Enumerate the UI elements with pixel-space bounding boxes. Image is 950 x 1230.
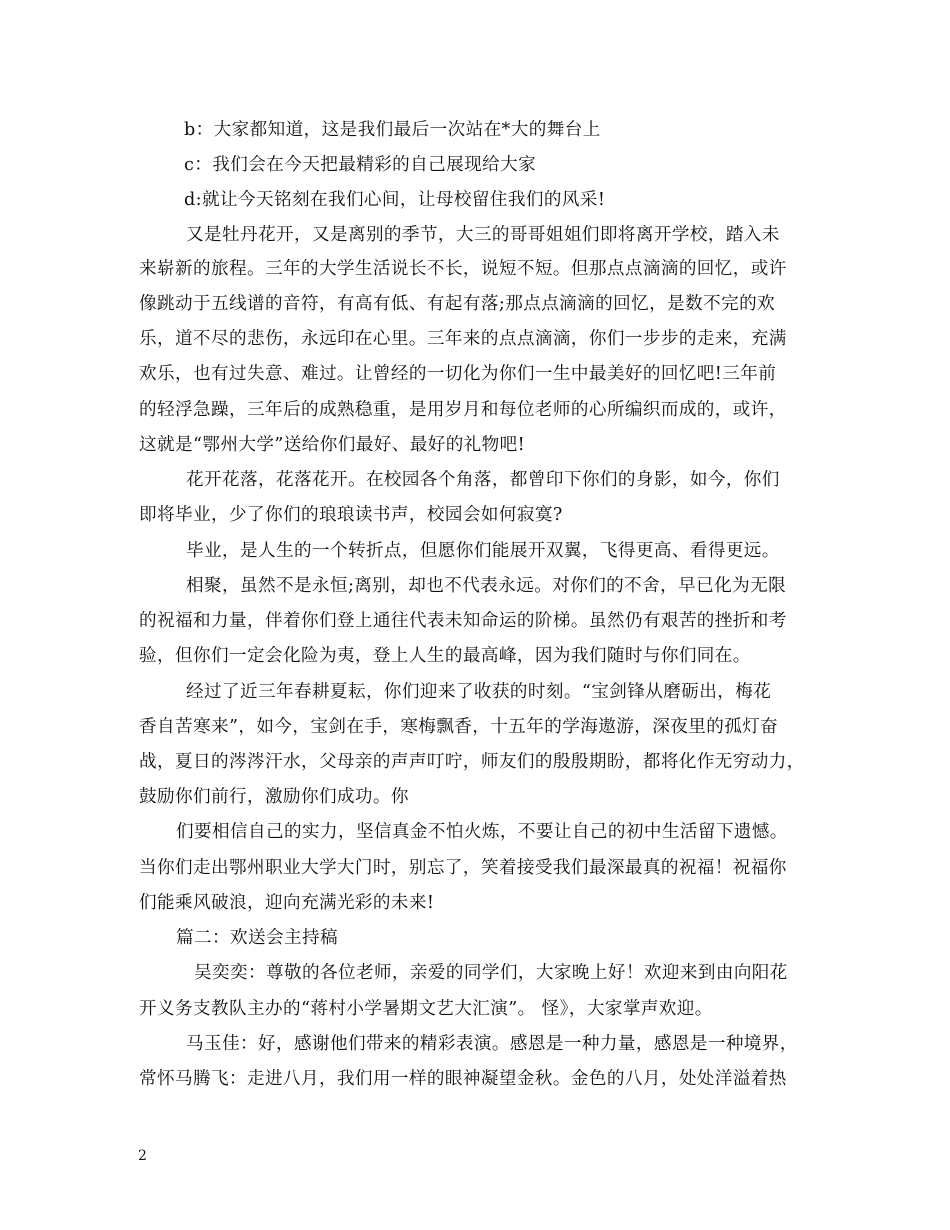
- text-line: 毕业，是人生的一个转折点，但愿你们能展开双翼，飞得更高、看得更远。: [186, 541, 780, 561]
- page-number: 2: [138, 1148, 147, 1164]
- text-line: 即将毕业，少了你们的琅琅读书声，校园会如何寂寞?: [139, 505, 563, 525]
- text-line: 鼓励你们前行，激励你们成功。你: [139, 787, 409, 807]
- text-line: 欢乐，也有过失意、难过。让曾经的一切化为你们一生中最美好的回忆吧!三年前: [139, 364, 777, 384]
- text-line: 吴奕奕：尊敬的各位老师，亲爱的同学们，大家晚上好！欢迎来到由向阳花: [194, 963, 788, 983]
- text-line: c：我们会在今天把最精彩的自己展现给大家: [184, 155, 537, 175]
- text-line: 开义务支教队主办的“蒋村小学暑期文艺大汇演”。 怪》，大家掌声欢迎。: [139, 999, 713, 1019]
- text-line: 常怀马腾飞：走进八月，我们用一样的眼神凝望金秋。金色的八月，处处洋溢着热: [139, 1069, 787, 1089]
- text-line: 花开花落，花落花开。在校园各个角落，都曾印下你们的身影，如今，你们: [186, 470, 780, 490]
- text-line: 当你们走出鄂州职业大学大门时，别忘了，笑着接受我们最深最真的祝福！祝福你: [139, 858, 787, 878]
- text-line: 验，但你们一定会化险为夷，登上人生的最高峰，因为我们随时与你们同在。: [139, 646, 751, 666]
- text-line: 们要相信自己的实力，坚信真金不怕火炼，不要让自己的初中生活留下遗憾。: [176, 822, 788, 842]
- text-line: 又是牡丹花开，又是离别的季节，大三的哥哥姐姐们即将离开学校，踏入未: [186, 225, 780, 245]
- text-line: 马玉佳：好，感谢他们带来的精彩表演。感恩是一种力量，感恩是一种境界，: [186, 1034, 798, 1054]
- text-line: 来崭新的旅程。三年的大学生活说长不长，说短不短。但那点点滴滴的回忆，或许: [139, 259, 787, 279]
- text-line: 香自苦寒来”，如今，宝剑在手，寒梅飘香，十五年的学海遨游，深夜里的孤灯奋: [139, 717, 779, 737]
- text-line: 的祝福和力量，伴着你们登上通往代表未知命运的阶梯。虽然仍有艰苦的挫折和考: [139, 611, 787, 631]
- text-line: 像跳动于五线谱的音符，有高有低、有起有落;那点点滴滴的回忆，是数不完的欢: [139, 294, 776, 314]
- text-line: 的轻浮急躁，三年后的成熟稳重，是用岁月和每位老师的心所编织而成的，或许，: [139, 400, 787, 420]
- text-line: d:就让今天铭刻在我们心间，让母校留住我们的风采!: [184, 190, 606, 210]
- section-heading: 篇二：欢送会主持稿: [176, 928, 338, 948]
- text-line: 相聚，虽然不是永恒;离别，却也不代表永远。对你们的不舍，早已化为无限: [186, 576, 787, 596]
- text-line: 战，夏日的涔涔汗水，父母亲的声声叮咛，师友们的殷殷期盼，都将化作无穷动力，: [139, 752, 805, 772]
- text-line: 乐，道不尽的悲伤，永远印在心里。三年来的点点滴滴，你们一步步的走来，充满: [139, 329, 787, 349]
- text-line: 经过了近三年春耕夏耘，你们迎来了收获的时刻。“宝剑锋从磨砺出，梅花: [186, 682, 772, 702]
- text-line: 这就是“鄂州大学”送给你们最好、最好的礼物吧!: [139, 435, 526, 455]
- text-line: 们能乘风破浪，迎向充满光彩的未来!: [139, 893, 435, 913]
- text-line: b：大家都知道，这是我们最后一次站在*大的舞台上: [184, 120, 601, 140]
